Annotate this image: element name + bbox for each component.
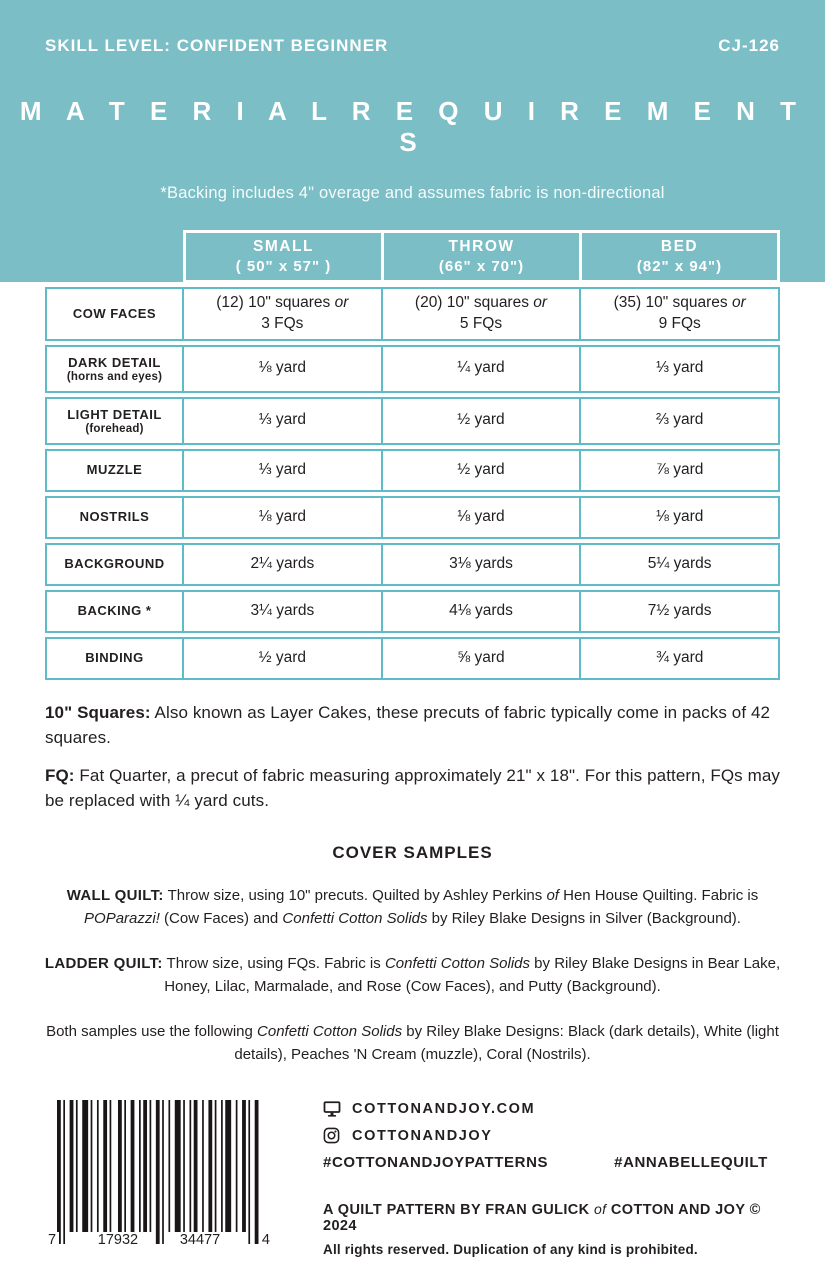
monitor-icon bbox=[323, 1100, 341, 1118]
cell-throw: ¼ yard bbox=[457, 359, 505, 377]
cell-bed: 5¼ yards bbox=[647, 554, 712, 572]
cell-throw: 3⅛ yards bbox=[449, 554, 513, 572]
row-label: BINDING bbox=[85, 650, 144, 666]
band-top-row bbox=[45, 36, 780, 56]
skill-level-label: SKILL LEVEL: CONFIDENT BEGINNER bbox=[45, 36, 389, 55]
both-samples-paragraph: Both samples use the following Confetti Cotton Solids by Riley Blake Designs: Black (dark details), White (light details), Peaches 'N Cream (muzzle), Coral (Nostrils). bbox=[46, 1022, 779, 1063]
credit-line: A QUILT PATTERN BY FRAN GULICK of COTTON AND JOY © 2024 bbox=[323, 1200, 761, 1234]
website-url: COTTONANDJOY.COM bbox=[352, 1100, 536, 1117]
instagram-line bbox=[323, 1127, 780, 1145]
note-ten-inch-squares: 10" Squares: Also known as Layer Cakes, these precuts of fabric typically come in packs of 42 squares. bbox=[45, 702, 771, 747]
definition-notes bbox=[45, 700, 780, 813]
row-label: MUZZLE bbox=[86, 462, 143, 478]
cell-bed: ¾ yard bbox=[655, 648, 704, 666]
cell-small: (12) 10" squares or 3 FQs bbox=[216, 294, 349, 332]
column-header-small: SMALL ( 50" x 57" ) bbox=[186, 233, 381, 280]
cell-throw: (20) 10" squares or 5 FQs bbox=[414, 294, 548, 332]
ladder-quilt-paragraph: LADDER QUILT: Throw size, using FQs. Fabric is Confetti Cotton Solids by Riley Blake Designs in Bear Lake, Honey, Lilac, Marmalade, and Rose (Cow Faces), and Putty (Background). bbox=[44, 954, 781, 995]
cell-small: 2¼ yards bbox=[250, 554, 315, 572]
wall-quilt-paragraph: WALL QUILT: Throw size, using 10" precuts. Quilted by Ashley Perkins of Hen House Quilting. Fabric is POParazzi! (Cow Faces) and Confetti Cotton Solids by Riley Blake Designs in Silver (Background). bbox=[66, 886, 759, 927]
cell-bed: ⅓ yard bbox=[655, 359, 704, 377]
cover-samples-heading: COVER SAMPLES bbox=[332, 842, 493, 862]
table-row-light-detail bbox=[45, 397, 780, 445]
table-row-background bbox=[45, 543, 780, 586]
rights-line: All rights reserved. Duplication of any kind is prohibited. bbox=[323, 1241, 698, 1257]
cell-throw: ½ yard bbox=[457, 460, 505, 478]
row-label: NOSTRILS bbox=[79, 509, 150, 525]
pattern-code: CJ-126 bbox=[718, 36, 780, 55]
hashtags-line bbox=[323, 1154, 780, 1171]
cell-bed: ⅛ yard bbox=[655, 507, 704, 525]
upc-barcode bbox=[45, 1098, 273, 1248]
table-row-binding bbox=[45, 637, 780, 680]
table-row-dark-detail bbox=[45, 345, 780, 393]
row-label: BACKING * bbox=[77, 603, 152, 619]
cell-small: ⅛ yard bbox=[258, 507, 307, 525]
cell-throw: ⅛ yard bbox=[457, 507, 505, 525]
table-row-cow-faces bbox=[45, 287, 780, 341]
table-row-backing bbox=[45, 590, 780, 633]
cell-bed: (35) 10" squares or 9 FQs bbox=[613, 294, 746, 332]
contact-info bbox=[323, 1098, 780, 1257]
cell-small: ⅛ yard bbox=[258, 359, 307, 377]
website-line bbox=[323, 1100, 780, 1118]
instagram-icon bbox=[323, 1127, 341, 1145]
cell-throw: ⅝ yard bbox=[457, 648, 505, 666]
material-requirements-table bbox=[45, 230, 780, 680]
row-label: BACKGROUND bbox=[64, 556, 165, 572]
footer bbox=[45, 1098, 780, 1257]
row-label: DARK DETAIL bbox=[68, 354, 161, 370]
cell-small: ⅓ yard bbox=[258, 460, 307, 478]
cell-small: ½ yard bbox=[258, 648, 307, 666]
backing-note: *Backing includes 4" overage and assumes fabric is non-directional bbox=[160, 184, 665, 202]
cell-throw: 4⅛ yards bbox=[449, 601, 513, 619]
barcode-digits: 7 17932 34477 4 bbox=[45, 1232, 273, 1248]
table-header-row bbox=[45, 230, 780, 283]
note-fq: FQ: Fat Quarter, a precut of fabric measuring approximately 21" x 18". For this pattern, FQs may be replaced with ¼ yard cuts. bbox=[45, 765, 781, 810]
cell-small: ⅓ yard bbox=[258, 411, 307, 429]
table-row-nostrils bbox=[45, 496, 780, 539]
column-header-throw: THROW (66" x 70") bbox=[384, 233, 579, 280]
row-sublabel: (forehead) bbox=[85, 422, 144, 435]
table-row-muzzle bbox=[45, 449, 780, 492]
row-sublabel: (horns and eyes) bbox=[66, 370, 163, 383]
row-label: COW FACES bbox=[72, 305, 157, 321]
column-header-bed: BED (82" x 94") bbox=[582, 233, 777, 280]
row-label: LIGHT DETAIL bbox=[67, 406, 162, 422]
cell-throw: ½ yard bbox=[457, 411, 505, 429]
hashtag-quilt: #ANNABELLEQUILT bbox=[614, 1153, 768, 1171]
cell-small: 3¼ yards bbox=[250, 601, 315, 619]
cell-bed: ⅞ yard bbox=[655, 460, 704, 478]
instagram-handle: COTTONANDJOY bbox=[352, 1127, 493, 1144]
page-title: M A T E R I A L R E Q U I R E M E N T S bbox=[19, 96, 806, 157]
hashtag-patterns: #COTTONANDJOYPATTERNS bbox=[323, 1153, 549, 1171]
barcode-bars bbox=[45, 1098, 273, 1246]
cell-bed: 7½ yards bbox=[647, 601, 712, 619]
cover-samples-section bbox=[0, 843, 825, 1066]
cell-bed: ⅔ yard bbox=[655, 411, 704, 429]
